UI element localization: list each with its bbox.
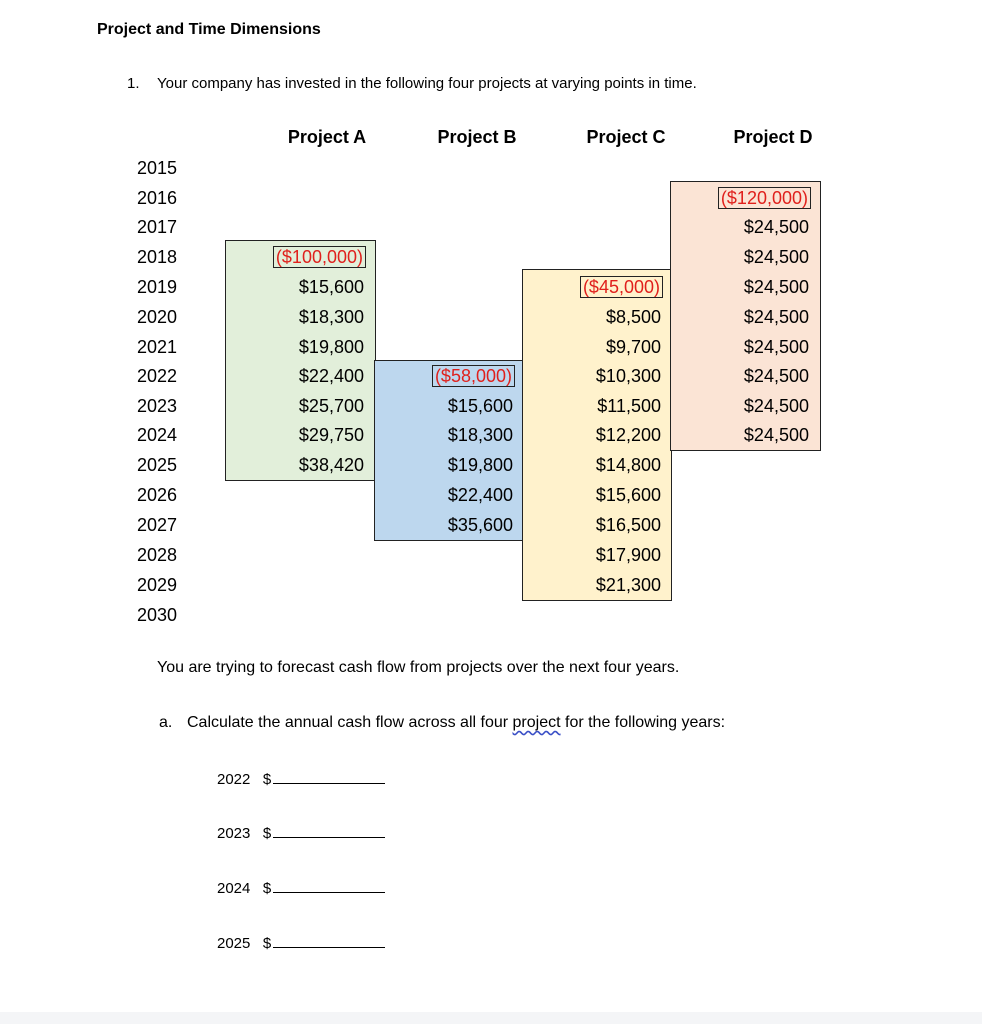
document-heading: Project and Time Dimensions	[97, 21, 321, 38]
project-b-cashflow: $15,600	[447, 396, 513, 416]
year-label: 2016	[137, 188, 178, 208]
project-b-cashflow: $35,600	[447, 515, 513, 535]
project-d-cashflow: $24,500	[743, 425, 809, 445]
answer-year: 2025	[217, 935, 251, 952]
project-c-cashflow: $17,900	[595, 545, 661, 565]
question-1	[127, 75, 697, 92]
currency-symbol: $	[262, 771, 272, 788]
project-b-cashflow: $18,300	[447, 425, 513, 445]
answer-year: 2023	[217, 825, 251, 842]
project-c-header: Project C	[586, 127, 666, 147]
question-text: Your company has invested in the following four projects at varying points in time.	[157, 75, 697, 92]
answer-blank[interactable]	[273, 823, 385, 838]
project-b-block	[374, 360, 524, 541]
year-label: 2023	[137, 396, 178, 416]
answer-blank[interactable]	[273, 769, 385, 784]
project-c-cashflow: $11,500	[597, 396, 661, 416]
answer-row-2024	[217, 878, 385, 897]
project-b-header: Project B	[437, 127, 517, 147]
project-b-cashflow: $19,800	[447, 455, 513, 475]
answer-row-2023	[217, 823, 385, 842]
project-d-cashflow: $24,500	[743, 277, 809, 297]
year-label: 2024	[137, 425, 178, 445]
year-label: 2028	[137, 545, 178, 565]
year-label: 2015	[137, 158, 178, 178]
project-d-cashflow: $24,500	[743, 217, 809, 237]
project-c-cashflow: $10,300	[595, 366, 661, 386]
year-label: 2017	[137, 217, 178, 237]
project-c-cashflow: $21,300	[595, 575, 661, 595]
question-part-a	[159, 714, 725, 732]
part-a-text-before: Calculate the annual cash flow across all four	[187, 714, 513, 731]
year-label: 2020	[137, 307, 178, 327]
answer-row-2025	[217, 933, 385, 952]
project-d-cashflow: $24,500	[743, 337, 809, 357]
answer-year: 2022	[217, 771, 251, 788]
spellcheck-flagged-word: project	[512, 714, 561, 731]
year-label: 2029	[137, 575, 178, 595]
project-a-cashflow: $25,700	[298, 396, 364, 416]
answer-row-2022	[217, 769, 385, 788]
year-label: 2022	[137, 366, 178, 386]
project-a-cashflow: $29,750	[298, 425, 364, 445]
project-a-investment: ($100,000)	[236, 247, 366, 268]
part-a-text-after: for the following years:	[560, 714, 726, 731]
project-c-investment: ($45,000)	[533, 277, 663, 298]
answer-blank[interactable]	[273, 933, 385, 948]
currency-symbol: $	[262, 935, 272, 952]
project-d-cashflow: $24,500	[743, 366, 809, 386]
project-c-cashflow: $16,500	[595, 515, 661, 535]
project-d-cashflow: $24,500	[743, 307, 809, 327]
project-a-cashflow: $38,420	[298, 455, 364, 475]
project-c-cashflow: $8,500	[605, 307, 661, 327]
project-a-cashflow: $22,400	[298, 366, 364, 386]
project-d-investment: ($120,000)	[681, 188, 811, 209]
project-a-cashflow: $18,300	[298, 307, 364, 327]
project-d-header: Project D	[733, 127, 813, 147]
project-c-cashflow: $12,200	[595, 425, 661, 445]
answer-blank[interactable]	[273, 878, 385, 893]
project-d-cashflow: $24,500	[743, 396, 809, 416]
page-footer-band	[0, 1012, 982, 1024]
currency-symbol: $	[262, 825, 272, 842]
project-d-cashflow: $24,500	[743, 247, 809, 267]
project-c-cashflow: $9,700	[605, 337, 661, 357]
year-label: 2019	[137, 277, 178, 297]
year-label: 2027	[137, 515, 178, 535]
year-label: 2021	[137, 337, 178, 357]
project-a-cashflow: $19,800	[298, 337, 364, 357]
project-a-header: Project A	[287, 127, 367, 147]
project-a-cashflow: $15,600	[298, 277, 364, 297]
currency-symbol: $	[262, 880, 272, 897]
year-label: 2026	[137, 485, 178, 505]
year-label: 2030	[137, 605, 178, 625]
project-c-cashflow: $15,600	[595, 485, 661, 505]
answer-year: 2024	[217, 880, 251, 897]
project-b-investment: ($58,000)	[385, 366, 515, 387]
project-c-cashflow: $14,800	[595, 455, 661, 475]
question-number: 1.	[127, 75, 140, 92]
project-b-cashflow: $22,400	[447, 485, 513, 505]
part-a-label: a.	[159, 714, 173, 731]
year-label: 2025	[137, 455, 178, 475]
year-label: 2018	[137, 247, 178, 267]
forecast-paragraph: You are trying to forecast cash flow from projects over the next four years.	[157, 659, 680, 676]
